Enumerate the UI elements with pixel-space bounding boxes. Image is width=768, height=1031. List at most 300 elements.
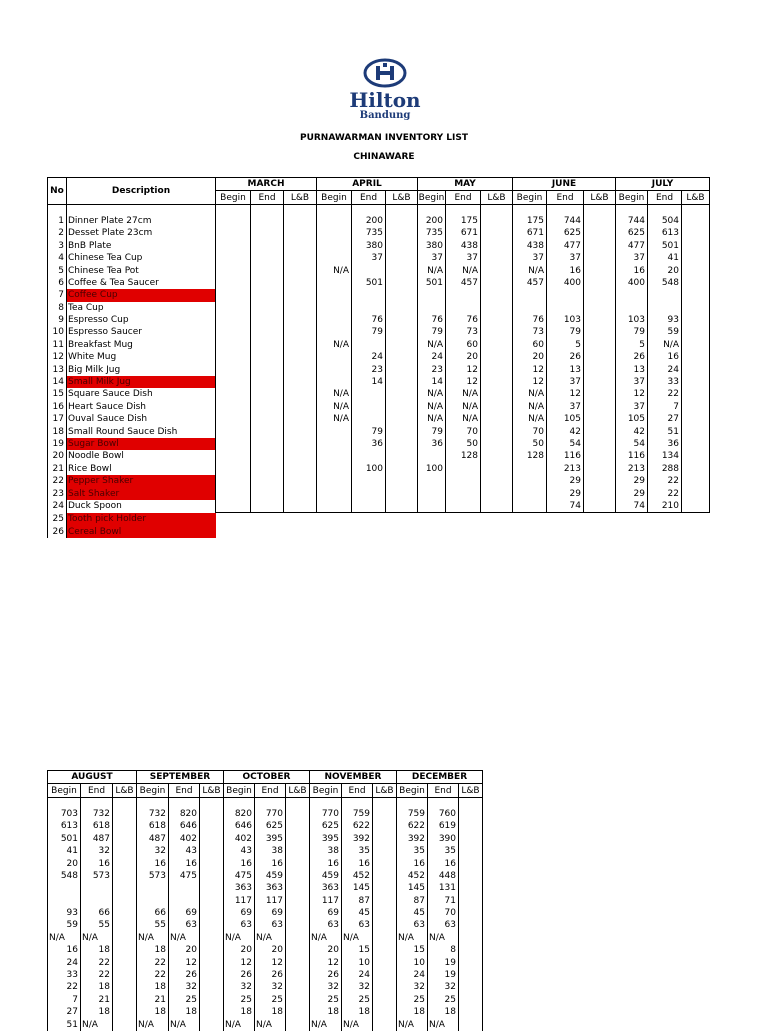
row-value: N/A: [648, 339, 682, 351]
row-no: 18: [48, 425, 67, 437]
row-value: 41: [648, 252, 682, 264]
row-value: 24: [342, 969, 373, 981]
row-value: [200, 981, 224, 993]
row-description: Espresso Saucer: [67, 326, 216, 338]
row-value: [284, 227, 317, 239]
row-value: 70: [428, 907, 459, 919]
row-value: 26: [169, 969, 200, 981]
row-value: 131: [428, 882, 459, 894]
row-value: 76: [446, 314, 481, 326]
row-value: [682, 463, 710, 475]
header-sub: L&B: [373, 784, 397, 797]
row-value: 475: [224, 870, 255, 882]
row-value: 105: [616, 413, 648, 425]
row-value: 70: [446, 425, 481, 437]
row-value: 18: [81, 944, 113, 956]
row-value: 26: [255, 969, 286, 981]
row-value: [286, 994, 310, 1006]
header-sub: End: [446, 191, 481, 204]
row-value: 93: [648, 314, 682, 326]
row-value: 29: [547, 475, 584, 487]
row-value: [251, 413, 284, 425]
row-value: [481, 475, 513, 487]
row-value: [584, 264, 616, 276]
row-description: Heart Sauce Dish: [67, 401, 216, 413]
row-value: [286, 956, 310, 968]
row-value: [386, 425, 418, 437]
row-value: 63: [310, 919, 342, 931]
row-value: 37: [418, 252, 446, 264]
row-value: 74: [547, 500, 584, 513]
row-value: [216, 487, 251, 499]
row-value: 22: [81, 969, 113, 981]
header-sub: Begin: [48, 784, 81, 797]
row-value: N/A: [446, 388, 481, 400]
row-no: 15: [48, 388, 67, 400]
row-value: [513, 463, 547, 475]
row-value: 37: [616, 252, 648, 264]
row-value: 76: [352, 314, 386, 326]
row-value: 625: [310, 820, 342, 832]
header-sub: End: [81, 784, 113, 797]
row-value: 60: [513, 339, 547, 351]
row-description: White Mug: [67, 351, 216, 363]
row-value: 820: [169, 808, 200, 820]
row-value: 73: [446, 326, 481, 338]
row-value: [386, 500, 418, 513]
row-value: 37: [547, 401, 584, 413]
row-description: Coffee & Tea Saucer: [67, 277, 216, 289]
row-no: 4: [48, 252, 67, 264]
row-value: 145: [342, 882, 373, 894]
row-value: [459, 1006, 483, 1018]
row-value: N/A: [513, 413, 547, 425]
row-value: 12: [513, 363, 547, 375]
row-value: [216, 438, 251, 450]
row-value: [113, 895, 137, 907]
row-value: N/A: [317, 401, 352, 413]
row-no: 23: [48, 487, 67, 499]
table-row: [48, 413, 710, 425]
row-value: [459, 919, 483, 931]
row-value: [113, 1006, 137, 1018]
row-value: [386, 302, 418, 314]
row-value: [286, 895, 310, 907]
row-value: [584, 314, 616, 326]
row-value: [200, 845, 224, 857]
row-value: N/A: [446, 264, 481, 276]
row-value: 213: [616, 463, 648, 475]
row-value: 477: [547, 240, 584, 252]
row-value: 770: [255, 808, 286, 820]
row-value: [373, 833, 397, 845]
table-row: [48, 487, 710, 499]
row-value: [216, 475, 251, 487]
header-sub: End: [342, 784, 373, 797]
row-value: [284, 314, 317, 326]
row-value: [682, 264, 710, 276]
row-value: [216, 401, 251, 413]
row-value: 41: [48, 845, 81, 857]
row-value: N/A: [446, 413, 481, 425]
row-value: 646: [169, 820, 200, 832]
table-row: [48, 252, 710, 264]
table-row: [48, 264, 710, 276]
row-value: [284, 326, 317, 338]
row-value: [284, 351, 317, 363]
row-value: [113, 969, 137, 981]
row-value: [446, 463, 481, 475]
table-row: [48, 215, 710, 227]
row-no: 7: [48, 289, 67, 301]
row-value: [113, 845, 137, 857]
row-value: 744: [547, 215, 584, 227]
row-value: [352, 413, 386, 425]
table-row: [48, 870, 483, 882]
row-value: 117: [255, 895, 286, 907]
row-value: [251, 351, 284, 363]
row-value: [200, 944, 224, 956]
row-value: [286, 944, 310, 956]
row-value: [481, 339, 513, 351]
row-value: N/A: [418, 339, 446, 351]
row-value: [373, 1018, 397, 1030]
row-value: [386, 363, 418, 375]
header-month: DECEMBER: [397, 771, 483, 784]
row-value: N/A: [513, 388, 547, 400]
row-value: [284, 252, 317, 264]
row-value: 18: [81, 1006, 113, 1018]
row-value: 12: [255, 956, 286, 968]
page-subtitle: CHINAWARE: [353, 152, 415, 162]
row-value: 735: [352, 227, 386, 239]
row-value: 7: [48, 994, 81, 1006]
row-value: [317, 240, 352, 252]
row-value: [137, 882, 169, 894]
row-value: [386, 289, 418, 301]
row-value: 69: [224, 907, 255, 919]
row-value: [481, 240, 513, 252]
row-value: [286, 1006, 310, 1018]
row-value: [284, 302, 317, 314]
row-value: [284, 413, 317, 425]
row-value: [418, 500, 446, 513]
row-value: [481, 425, 513, 437]
row-value: 438: [513, 240, 547, 252]
row-value: [251, 475, 284, 487]
row-description: Chinese Tea Pot: [67, 264, 216, 276]
row-value: [584, 438, 616, 450]
row-value: [584, 277, 616, 289]
header-sub: L&B: [459, 784, 483, 797]
row-value: 12: [547, 388, 584, 400]
row-value: [352, 487, 386, 499]
row-value: [682, 227, 710, 239]
row-value: 51: [648, 425, 682, 437]
row-value: 7: [648, 401, 682, 413]
row-value: 175: [513, 215, 547, 227]
row-value: [446, 302, 481, 314]
row-value: N/A: [81, 1018, 113, 1030]
row-value: 12: [513, 376, 547, 388]
row-value: 24: [418, 351, 446, 363]
row-value: 16: [648, 351, 682, 363]
row-value: [200, 870, 224, 882]
header-sub: L&B: [682, 191, 710, 204]
row-value: 613: [48, 820, 81, 832]
row-value: 59: [648, 326, 682, 338]
header-no: No: [48, 178, 67, 205]
row-no: 16: [48, 401, 67, 413]
row-value: N/A: [255, 1018, 286, 1030]
header-sub: L&B: [286, 784, 310, 797]
header-sub: End: [547, 191, 584, 204]
row-value: 35: [397, 845, 428, 857]
row-value: 74: [616, 500, 648, 513]
table-row: [48, 438, 710, 450]
row-value: [513, 475, 547, 487]
row-value: [251, 450, 284, 462]
row-value: [286, 969, 310, 981]
row-value: [200, 994, 224, 1006]
header-sub: L&B: [584, 191, 616, 204]
row-value: [284, 264, 317, 276]
row-no: 5: [48, 264, 67, 276]
row-description: Tooth pick Holder: [67, 513, 216, 526]
row-value: 54: [616, 438, 648, 450]
header-month: JULY: [616, 178, 710, 191]
row-value: [251, 438, 284, 450]
row-value: 21: [137, 994, 169, 1006]
row-value: 18: [342, 1006, 373, 1018]
row-value: 93: [48, 907, 81, 919]
table-row: [48, 425, 710, 437]
row-value: N/A: [317, 264, 352, 276]
row-value: 37: [616, 376, 648, 388]
row-value: 15: [397, 944, 428, 956]
table-row: [48, 450, 710, 462]
row-value: [682, 500, 710, 513]
row-value: 18: [137, 944, 169, 956]
row-value: 759: [342, 808, 373, 820]
row-value: [459, 932, 483, 944]
row-value: [251, 240, 284, 252]
row-value: [459, 808, 483, 820]
row-value: 23: [418, 363, 446, 375]
row-value: [216, 302, 251, 314]
row-value: 760: [428, 808, 459, 820]
row-value: 63: [342, 919, 373, 931]
row-value: [113, 994, 137, 1006]
hilton-logo: [340, 58, 430, 121]
row-value: [352, 401, 386, 413]
row-value: 25: [169, 994, 200, 1006]
row-value: [317, 363, 352, 375]
row-value: 42: [616, 425, 648, 437]
row-value: 32: [81, 845, 113, 857]
row-value: 210: [648, 500, 682, 513]
row-value: 63: [397, 919, 428, 931]
row-value: 200: [418, 215, 446, 227]
row-value: 22: [137, 969, 169, 981]
header-sub: End: [648, 191, 682, 204]
row-value: 55: [81, 919, 113, 931]
row-value: [373, 808, 397, 820]
row-value: [386, 401, 418, 413]
row-value: [386, 215, 418, 227]
row-value: 26: [310, 969, 342, 981]
row-value: 18: [255, 1006, 286, 1018]
row-value: [682, 376, 710, 388]
row-value: 37: [616, 401, 648, 413]
row-value: [682, 351, 710, 363]
row-value: N/A: [397, 1018, 428, 1030]
row-value: 392: [397, 833, 428, 845]
header-sub: Begin: [513, 191, 547, 204]
row-value: 13: [547, 363, 584, 375]
row-value: [682, 450, 710, 462]
row-value: 16: [616, 264, 648, 276]
row-value: N/A: [310, 932, 342, 944]
header-sub: Begin: [137, 784, 169, 797]
row-value: [48, 882, 81, 894]
row-value: 363: [255, 882, 286, 894]
row-value: 22: [137, 956, 169, 968]
row-value: [286, 833, 310, 845]
row-value: [584, 401, 616, 413]
row-no: 25: [48, 513, 67, 526]
header-sub: Begin: [418, 192, 445, 203]
row-value: 25: [397, 994, 428, 1006]
row-value: 770: [310, 808, 342, 820]
row-value: [284, 438, 317, 450]
row-value: [352, 388, 386, 400]
row-value: [216, 215, 251, 227]
row-value: [113, 820, 137, 832]
row-value: [682, 240, 710, 252]
row-value: 18: [169, 1006, 200, 1018]
inventory-table-august-december: [47, 770, 483, 1031]
row-value: 18: [224, 1006, 255, 1018]
row-value: 22: [81, 956, 113, 968]
row-value: 457: [446, 277, 481, 289]
row-value: 12: [310, 956, 342, 968]
row-value: 288: [648, 463, 682, 475]
row-value: [481, 363, 513, 375]
row-value: 504: [648, 215, 682, 227]
row-value: 32: [169, 981, 200, 993]
row-value: [81, 895, 113, 907]
row-value: [284, 240, 317, 252]
row-value: N/A: [48, 932, 81, 944]
table-row: [48, 500, 710, 513]
row-value: 32: [310, 981, 342, 993]
row-value: [200, 1006, 224, 1018]
row-value: [216, 264, 251, 276]
row-value: N/A: [418, 388, 446, 400]
row-value: 54: [547, 438, 584, 450]
row-value: 103: [616, 314, 648, 326]
row-value: [216, 413, 251, 425]
row-no: 22: [48, 475, 67, 487]
header-month: JUNE: [513, 178, 616, 191]
row-value: [284, 363, 317, 375]
row-value: 87: [397, 895, 428, 907]
row-value: [251, 487, 284, 499]
row-value: [481, 376, 513, 388]
row-value: [584, 289, 616, 301]
row-value: [584, 240, 616, 252]
row-value: [682, 475, 710, 487]
row-value: [386, 264, 418, 276]
row-value: [251, 500, 284, 513]
row-value: 175: [446, 215, 481, 227]
row-value: [373, 944, 397, 956]
logo-sub: Bandung: [359, 110, 411, 121]
row-value: 646: [224, 820, 255, 832]
row-no: 14: [48, 376, 67, 388]
row-value: 25: [310, 994, 342, 1006]
row-no: 20: [48, 450, 67, 462]
row-value: [81, 882, 113, 894]
row-value: 20: [224, 944, 255, 956]
row-value: [481, 401, 513, 413]
row-value: N/A: [81, 932, 113, 944]
row-value: 16: [169, 857, 200, 869]
row-description: Ouval Sauce Dish: [67, 413, 216, 425]
row-value: 452: [397, 870, 428, 882]
row-value: 63: [428, 919, 459, 931]
row-value: 402: [169, 833, 200, 845]
row-value: 12: [616, 388, 648, 400]
row-value: [459, 956, 483, 968]
row-value: [584, 450, 616, 462]
row-value: [251, 388, 284, 400]
row-value: 22: [648, 487, 682, 499]
header-month: NOVEMBER: [310, 771, 397, 784]
row-value: [682, 302, 710, 314]
row-value: [317, 376, 352, 388]
row-value: 66: [137, 907, 169, 919]
row-value: 5: [547, 339, 584, 351]
row-value: [251, 326, 284, 338]
row-value: [513, 302, 547, 314]
row-value: 79: [418, 326, 446, 338]
row-value: N/A: [397, 932, 428, 944]
row-value: [216, 425, 251, 437]
row-value: 671: [513, 227, 547, 239]
table-row: [48, 895, 483, 907]
row-value: 76: [418, 314, 446, 326]
row-value: 27: [48, 1006, 81, 1018]
row-description: Salt Shaker: [67, 487, 216, 499]
row-value: 18: [310, 1006, 342, 1018]
row-value: 501: [418, 277, 446, 289]
row-value: [459, 882, 483, 894]
row-description: Small Milk Jug: [67, 376, 216, 388]
row-value: [682, 363, 710, 375]
row-description: Duck Spoon: [67, 500, 216, 513]
row-value: N/A: [428, 1018, 459, 1030]
row-value: [317, 500, 352, 513]
row-value: 402: [224, 833, 255, 845]
table-row: [48, 994, 483, 1006]
row-value: 18: [137, 1006, 169, 1018]
table-row: [48, 820, 483, 832]
row-value: 459: [310, 870, 342, 882]
table-row: [48, 513, 710, 526]
row-value: [251, 277, 284, 289]
